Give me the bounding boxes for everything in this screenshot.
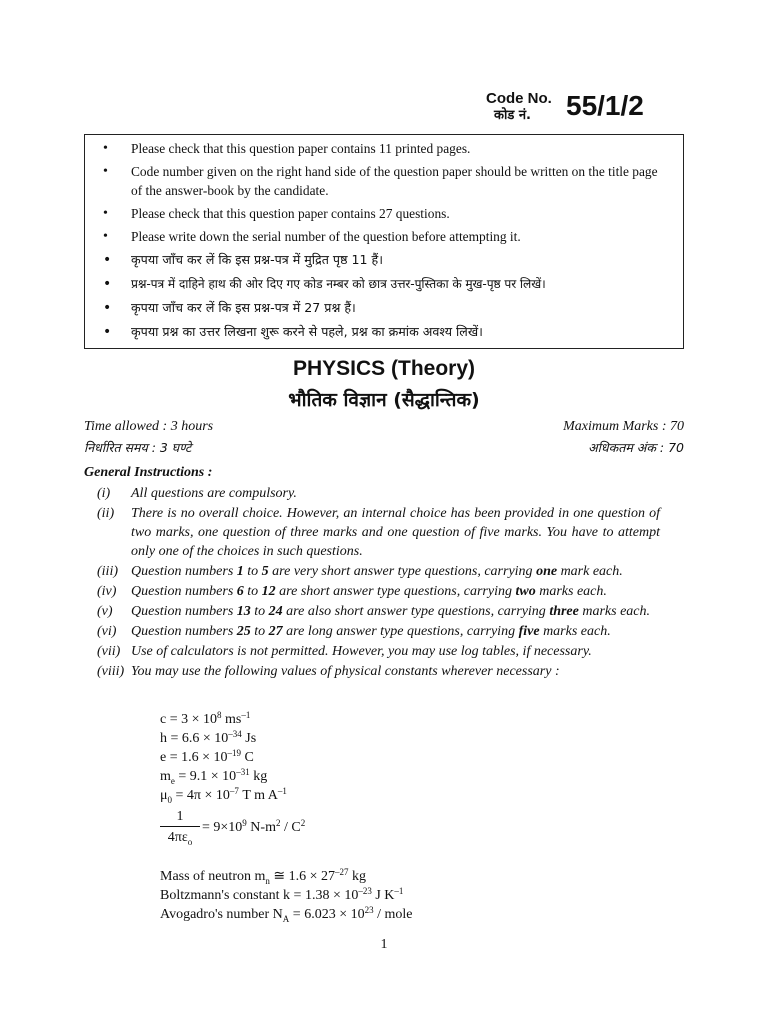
constant-text: Mass of neutron m	[160, 869, 266, 884]
instruction-text: marks each.	[535, 584, 607, 599]
instruction-text: Question numbers	[131, 604, 237, 619]
notice-item: • Please check that this question paper contains 11 printed pages.	[131, 139, 671, 158]
time-allowed-hindi: निर्धारित समय : 3 घण्टे	[84, 440, 192, 455]
constant-exponent: –1	[241, 710, 251, 720]
instruction-text: are very short answer type questions, carrying	[268, 564, 537, 579]
constant-electron-charge	[160, 748, 580, 767]
instruction-item	[84, 582, 660, 601]
instruction-bold: 5	[261, 564, 269, 579]
instruction-text: to	[250, 624, 269, 639]
constant-electron-mass	[160, 767, 580, 786]
instruction-item	[84, 562, 660, 581]
instructions-list	[84, 484, 660, 682]
instruction-item	[84, 602, 660, 621]
constants-list	[160, 710, 580, 924]
constant-text: = 9×10	[202, 820, 243, 835]
subject-title: PHYSICS (Theory)	[292, 357, 476, 380]
instruction-item	[84, 662, 660, 681]
constant-permeability	[160, 786, 580, 805]
general-instructions-title: General Instructions :	[84, 465, 213, 480]
instruction-item	[84, 484, 660, 503]
coulomb-value	[202, 818, 305, 837]
fraction-numerator: 1	[176, 809, 184, 824]
constant-text: Js	[241, 731, 257, 746]
instruction-bold: two	[515, 584, 536, 599]
instruction-item	[84, 622, 660, 641]
page-number: 1	[380, 937, 388, 952]
constant-exponent: –34	[228, 729, 242, 739]
constant-subscript: o	[187, 837, 193, 847]
subject-title-hindi: भौतिक विज्ञान (सैद्धान्तिक)	[288, 389, 480, 411]
meta-row-english	[84, 418, 684, 436]
instruction-text: Question numbers	[131, 584, 237, 599]
constant-text: h = 6.6 × 10	[160, 731, 229, 746]
coulomb-fraction	[160, 807, 200, 847]
constant-symbol: m	[160, 769, 171, 784]
max-marks: Maximum Marks : 70	[563, 419, 684, 434]
constant-exponent: 23	[364, 905, 374, 915]
notice-item-hindi: • कृपया जाँच कर लें कि इस प्रश्न-पत्र में 27 प्रश्न हैं।	[131, 298, 671, 318]
fraction-denominator	[160, 828, 200, 847]
code-label-hindi: कोड नं.	[494, 108, 531, 123]
constant-text: kg	[249, 769, 268, 784]
instruction-text: are also short answer type questions, carrying	[282, 604, 550, 619]
instruction-bold: five	[518, 624, 540, 639]
notice-list	[85, 135, 683, 342]
constant-exponent: 9	[242, 818, 247, 828]
time-allowed: Time allowed : 3 hours	[84, 419, 214, 434]
instruction-text: to	[243, 564, 262, 579]
max-marks-hindi: अधिकतम अंक : 70	[588, 440, 684, 455]
instruction-number: (viii)	[97, 664, 125, 679]
constant-text: Avogadro's number N	[160, 907, 283, 922]
instruction-number: (iv)	[97, 584, 117, 599]
notice-item: • Please check that this question paper contains 27 questions.	[131, 204, 671, 223]
notice-item: • Please write down the serial number of the question before attempting it.	[131, 227, 671, 246]
notice-item: • Code number given on the right hand side of the question paper should be written on the title page of the answer-book by the candidate.	[131, 162, 671, 200]
constant-exponent: –23	[358, 886, 372, 896]
instruction-text: are long answer type questions, carrying	[282, 624, 519, 639]
instruction-item	[84, 642, 660, 661]
constant-text: ms	[221, 712, 242, 727]
instruction-text: Question numbers	[131, 564, 237, 579]
constant-exponent: –7	[229, 786, 239, 796]
constant-exponent: –31	[236, 767, 250, 777]
instruction-bold: 24	[268, 604, 283, 619]
constant-exponent: –27	[335, 867, 349, 877]
constant-subscript: e	[170, 776, 175, 786]
fraction-bar	[160, 826, 200, 827]
constant-exponent: 2	[300, 818, 306, 828]
constant-exponent: –19	[227, 748, 242, 758]
notice-item-hindi: • कृपया प्रश्न का उत्तर लिखना शुरू करने से पहले, प्रश्न का क्रमांक अवश्य लिखें।	[131, 322, 671, 342]
constant-subscript: n	[265, 876, 270, 886]
instruction-text: All questions are compulsory.	[131, 486, 297, 501]
instruction-text: marks each.	[539, 624, 611, 639]
code-label: Code No.	[486, 90, 552, 107]
code-value: 55/1/2	[566, 90, 644, 121]
notice-item-hindi: • कृपया जाँच कर लें कि इस प्रश्न-पत्र में मुद्रित पृष्ठ 11 हैं।	[131, 250, 671, 270]
instruction-bold: 1	[236, 564, 244, 579]
meta-row-hindi	[84, 439, 684, 457]
instruction-text: to	[250, 604, 269, 619]
constant-exponent: 2	[275, 818, 281, 828]
instruction-number: (iii)	[97, 564, 118, 579]
instruction-bold: one	[536, 564, 558, 579]
constant-text: Boltzmann's constant k = 1.38 × 10	[160, 888, 359, 903]
constant-text: = 9.1 × 10	[174, 769, 237, 784]
constant-text: c = 3 × 10	[160, 712, 218, 727]
constant-speed-of-light	[160, 710, 580, 729]
constant-exponent: –1	[394, 886, 404, 896]
constant-subscript: A	[282, 914, 290, 924]
instruction-item	[84, 504, 660, 561]
constant-text: N-m	[246, 820, 276, 835]
constant-symbol: μ	[160, 788, 168, 803]
constant-exponent: 8	[217, 710, 222, 720]
instruction-number: (v)	[97, 604, 113, 619]
notice-box	[84, 134, 684, 349]
constant-text: C	[241, 750, 254, 765]
instruction-number: (vii)	[97, 644, 121, 659]
constant-text: 4πε	[167, 830, 188, 845]
constant-subscript: 0	[167, 795, 173, 805]
instruction-number: (ii)	[97, 506, 115, 521]
constant-planck	[160, 729, 580, 748]
instruction-text: There is no overall choice. However, an internal choice has been provided in one question of two marks, one question of three marks and one question of five marks. You have to attempt only one of the choices in such questions.	[131, 506, 660, 559]
instruction-text: Question numbers	[131, 624, 237, 639]
instruction-number: (vi)	[97, 624, 117, 639]
constant-exponent: –1	[277, 786, 287, 796]
constant-boltzmann	[160, 886, 580, 905]
constant-text: = 4π × 10	[172, 788, 230, 803]
instruction-text: to	[243, 584, 262, 599]
instruction-text: Use of calculators is not permitted. However, you may use log tables, if necessary.	[131, 644, 592, 659]
instruction-text: marks each.	[578, 604, 651, 619]
instruction-text: You may use the following values of physical constants wherever necessary :	[131, 664, 560, 679]
code-number-block	[486, 86, 686, 132]
constant-text: / mole	[373, 907, 413, 922]
constant-text: = 6.023 × 10	[289, 907, 365, 922]
notice-item-hindi: • प्रश्न-पत्र में दाहिने हाथ की ओर दिए गए कोड नम्बर को छात्र उत्तर-पुस्तिका के मुख-पृष्ठ पर लिखें।	[131, 274, 671, 294]
instruction-text: are short answer type questions, carrying	[275, 584, 516, 599]
instruction-bold: 25	[236, 624, 251, 639]
constant-text: e = 1.6 × 10	[160, 750, 228, 765]
constant-text: / C	[280, 820, 301, 835]
instruction-bold: 6	[236, 584, 244, 599]
instruction-bold: 27	[268, 624, 283, 639]
instruction-bold: 12	[261, 584, 276, 599]
constant-text: ≅ 1.6 × 27	[269, 869, 336, 884]
instruction-bold: three	[549, 604, 579, 619]
instruction-text: mark each.	[557, 564, 623, 579]
constant-text: J K	[371, 888, 395, 903]
constant-text: T m A	[238, 788, 278, 803]
constant-neutron-mass	[160, 867, 580, 886]
instruction-number: (i)	[97, 486, 111, 501]
instruction-bold: 13	[236, 604, 251, 619]
constant-coulomb	[160, 807, 580, 851]
constant-avogadro	[160, 905, 580, 924]
constant-text: kg	[348, 869, 367, 884]
